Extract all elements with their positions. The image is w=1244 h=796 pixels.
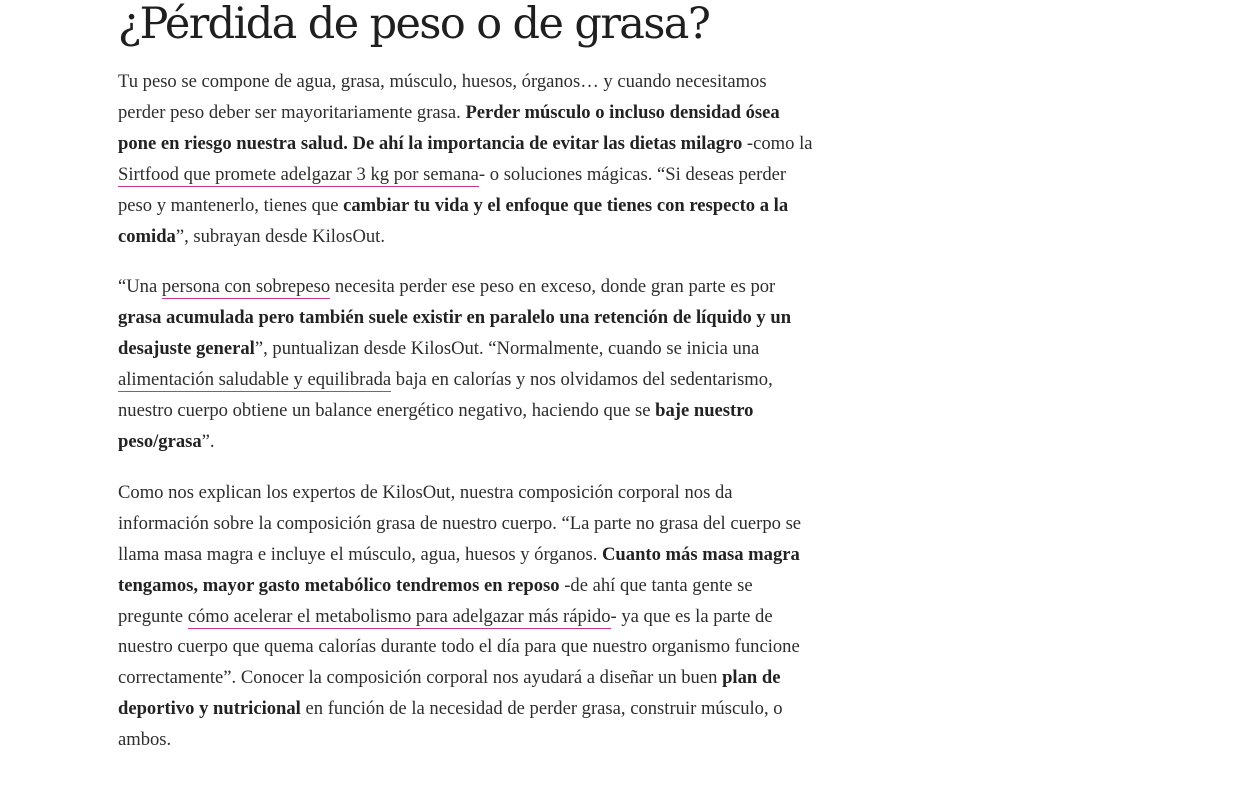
link-sirtfood-diet[interactable]: Sirtfood que promete adelgazar 3 kg por semana	[118, 163, 479, 185]
paragraph-2	[118, 272, 818, 457]
text-span: - ya que es la parte de nuestro cuerpo que quema calorías durante todo el día para que nuestro organismo funcione correctamente”. Conocer la composición corporal nos ayudará a diseñar un buen	[118, 605, 800, 689]
text-span: en función de la necesidad de perder grasa, construir músculo, o ambos.	[118, 698, 783, 751]
text-span: “Una	[118, 276, 162, 298]
link-acelerar-metabolismo[interactable]: cómo acelerar el metabolismo para adelgazar más rápido	[187, 605, 611, 627]
bold-text: Cuanto más masa magra tengamos, mayor gasto metabólico tendremos en reposo	[118, 543, 800, 596]
bold-text: cambiar tu vida y el enfoque que tienes con respecto a la comida	[118, 194, 789, 247]
article-body	[118, 0, 818, 756]
text-span: - o soluciones mágicas. “Si deseas perder peso y mantenerlo, tienes que	[118, 163, 787, 216]
paragraph-1	[118, 67, 818, 252]
text-span: baja en calorías y nos olvidamos del sedentarismo, nuestro cuerpo obtiene un balance energético negativo, haciendo que se	[118, 369, 773, 422]
text-span: Como nos explican los expertos de KilosOut, nuestra composición corporal nos da información sobre la composición grasa de nuestro cuerpo. “La parte no grasa del cuerpo se llama masa magra e incluye el músculo, agua, huesos y órganos.	[118, 481, 802, 565]
text-span: Tu peso se compone de agua, grasa, músculo, huesos, órganos… y cuando necesitamos perder peso deber ser mayoritariamente grasa.	[118, 71, 767, 123]
text-span: ”, subrayan desde KilosOut.	[175, 225, 385, 247]
text-span: necesita perder ese peso en exceso, donde gran parte es por	[330, 276, 776, 298]
link-persona-sobrepeso[interactable]: persona con sobrepeso	[161, 276, 331, 298]
link-alimentacion-saludable[interactable]: alimentación saludable y equilibrada	[118, 369, 392, 391]
text-span: ”, puntualizan desde KilosOut. “Normalmente, cuando se inicia una	[254, 338, 760, 360]
text-span: -de ahí que tanta gente se pregunte	[118, 574, 753, 627]
text-span: ”.	[201, 430, 215, 452]
bold-text: grasa acumulada pero también suele existir en paralelo una retención de líquido y un desajuste general	[118, 307, 792, 360]
bold-text: baje nuestro peso/grasa	[118, 400, 754, 452]
bold-text: plan de deportivo y nutricional	[118, 667, 781, 720]
bold-text: Perder músculo o incluso densidad ósea pone en riesgo nuestra salud. De ahí la importancia de evitar las dietas milagro	[118, 101, 780, 154]
article-heading: ¿Pérdida de peso o de grasa?	[118, 0, 710, 49]
text-span: -como la	[742, 132, 813, 154]
paragraph-3	[118, 478, 818, 756]
